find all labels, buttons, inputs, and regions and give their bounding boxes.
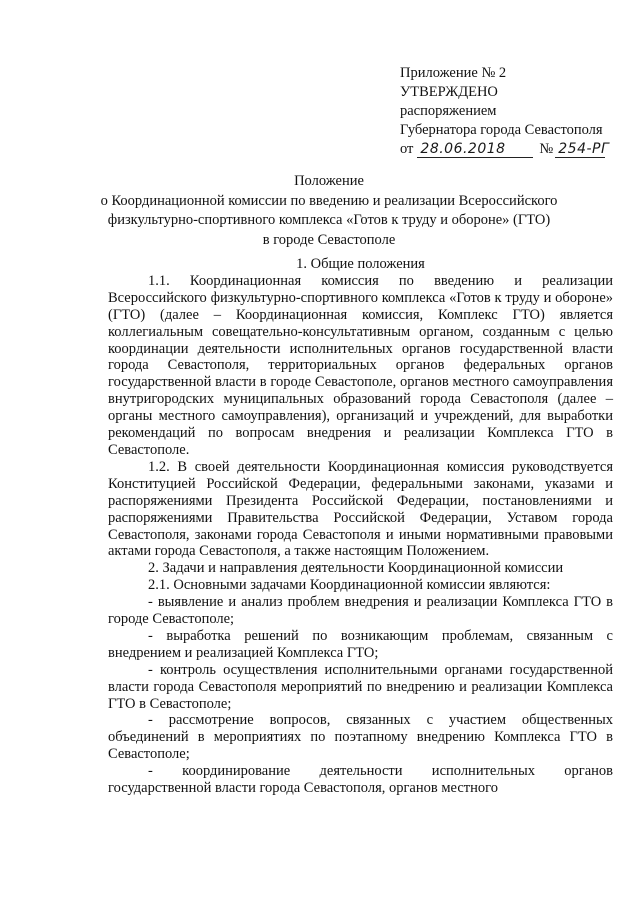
paragraph-2-1: 2.1. Основными задачами Координационной комиссии являются:	[148, 577, 551, 594]
approved-label: УТВЕРЖДЕНО	[400, 84, 498, 100]
document-body	[108, 256, 613, 797]
approval-stamp	[400, 64, 628, 159]
title-line-2: о Координационной комиссии по введению и реализации Всероссийского	[100, 192, 558, 209]
list-item: - выявление и анализ проблем внедрения и реализации Комплекса ГТО в городе Севастополе;	[108, 594, 613, 628]
order-label: распоряжением	[400, 103, 497, 119]
list-item: - координирование деятельности исполнительных органов государственной власти города Севастополя, органов местного	[108, 763, 613, 797]
list-item: - выработка решений по возникающим проблемам, связанным с внедрением и реализацией Комплекса ГТО;	[108, 627, 613, 661]
paragraph-1-2: 1.2. В своей деятельности Координационная комиссия руководствуется Конституцией Российской Федерации, федеральными законами, указами и распоряжениями Президента Российской Федерации, постановлениями и распоряжениями Правительства Российской Федерации, Уставом города Севастополя, законами города Севастополя и иными нормативными правовыми актами города Севастополя, а также настоящим Положением.	[108, 458, 613, 560]
paragraph-1-1: 1.1. Координационная комиссия по введению и реализации Всероссийского физкультурно-спортивного комплекса «Готов к труду и обороне» (ГТО) (далее – Координационная комиссия, Комплекс ГТО) является коллегиальным совещательно-консультативным органом, созданным с целью координации деятельности исполнительных органов государственной власти города Севастополя, территориальных органов федеральных органов государственной власти в городе Севастополе, органов местного самоуправления внутригородских муниципальных образований города Севастополя (далее – органы местного самоуправления), организаций и учреждений, для выработки рекомендаций по вопросам внедрения и реализации Комплекса ГТО в Севастополе.	[108, 272, 613, 458]
from-label: от	[400, 141, 414, 157]
handwritten-number: 254-РГ	[555, 142, 605, 158]
section-2-heading: 2. Задачи и направления деятельности Координационной комиссии	[148, 560, 564, 577]
appendix-label: Приложение № 2	[400, 65, 507, 81]
governor-label: Губернатора города Севастополя	[400, 122, 603, 138]
title-line-4: в городе Севастополе	[262, 231, 396, 248]
document-title	[96, 172, 562, 250]
title-line-3: физкультурно-спортивного комплекса «Готов к труду и обороне» (ГТО)	[107, 212, 551, 228]
list-item: - контроль осуществления исполнительными органами государственной власти города Севастополя мероприятий по внедрению и реализации Комплекса ГТО в Севастополе;	[108, 661, 613, 712]
handwritten-date: 28.06.2018	[417, 142, 533, 158]
title-line-1: Положение	[294, 173, 364, 189]
number-label: №	[539, 141, 554, 157]
section-1-heading: 1. Общие положения	[296, 256, 425, 272]
date-number-row	[400, 140, 628, 159]
list-item: - рассмотрение вопросов, связанных с участием общественных объединений в мероприятиях по поэтапному внедрению Комплекса ГТО в Севастополе;	[108, 712, 613, 763]
